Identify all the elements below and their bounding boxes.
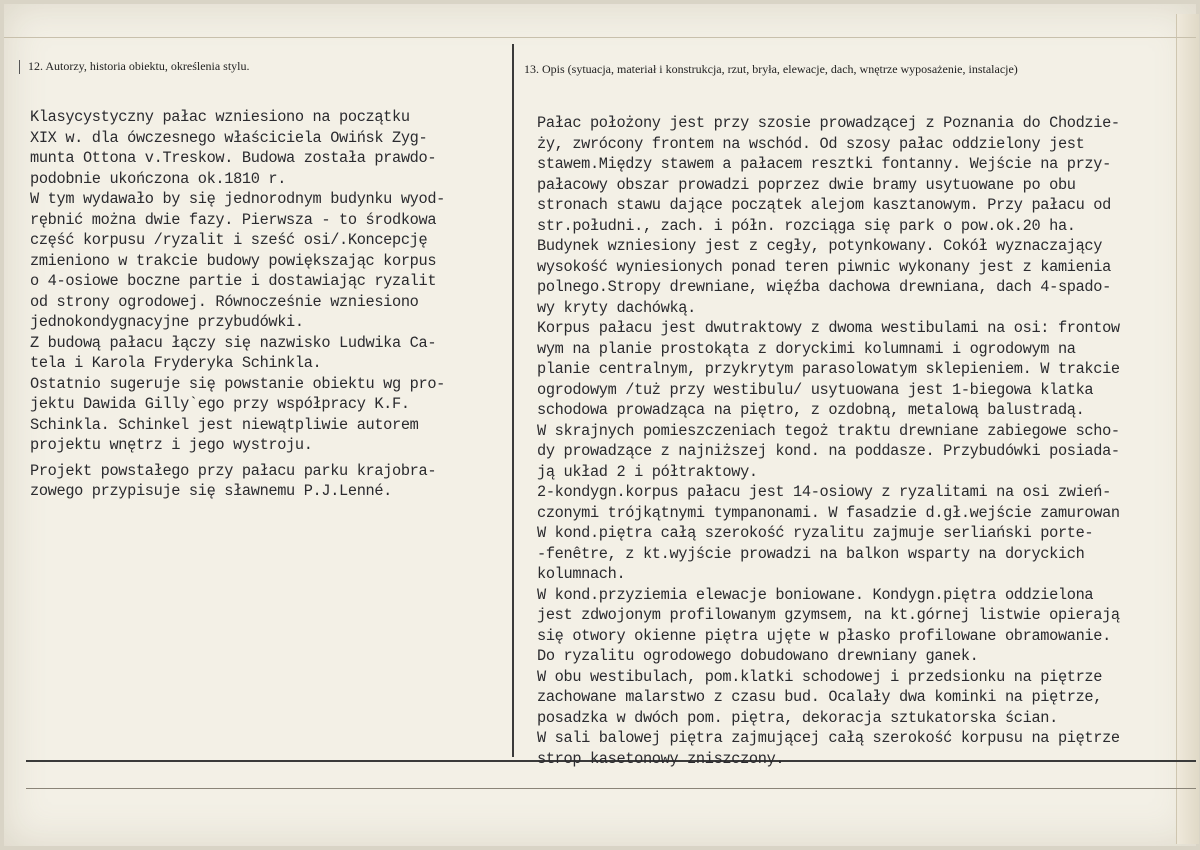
description-text — [537, 113, 1177, 769]
text-line: stawem.Między stawem a pałacem resztki fontanny. Wejście na przy- — [537, 155, 1111, 173]
text-line: jektu Dawida Gilly`ego przy współpracy K.F. — [30, 395, 410, 413]
text-line: wym na planie prostokąta z doryckimi kolumnami i ogrodowym na — [537, 339, 1076, 358]
text-line: zmieniono w trakcie budowy powiększając korpus — [30, 251, 437, 270]
text-line: ogrodowym /tuż przy westibulu/ usytuowana jest 1-biegowa klatka — [537, 380, 1094, 399]
text-line: Ostatnio sugeruje się powstanie obiektu wg pro- — [30, 374, 445, 393]
text-line: -fenêtre, z kt.wyjście prowadzi na balkon wsparty na doryckich — [537, 544, 1085, 563]
text-line: zowego przypisuje się sławnemu P.J.Lenné. — [30, 482, 393, 500]
text-line: jednokondygnacyjne przybudówki. — [30, 313, 304, 331]
history-paragraph — [30, 107, 510, 456]
text-line: W sali balowej piętra zajmującej całą szerokość korpusu na piętrze — [537, 729, 1120, 747]
authors-history-text — [30, 107, 510, 502]
text-line: strop kasetonowy zniszczony. — [537, 749, 785, 768]
text-line: Z budową pałacu łączy się nazwisko Ludwika Ca- — [30, 333, 437, 352]
column-divider — [512, 44, 514, 757]
text-line: jest zdwojonym profilowanym gzymsem, na kt.górnej listwie opierają — [537, 606, 1120, 624]
text-line: czonymi trójkątnymi tympanonami. W fasadzie d.gł.wejście zamurowan — [537, 503, 1120, 522]
text-line: kolumnach. — [537, 565, 626, 583]
margin-tick — [19, 60, 20, 74]
top-rule — [4, 37, 1196, 38]
text-line: projektu wnętrz i jego wystroju. — [30, 436, 313, 454]
text-line: Budynek wzniesiony jest z cegły, potynkowany. Cokół wyznaczający — [537, 237, 1103, 255]
text-line: schodowa prowadząca na piętro, z ozdobną, metalową balustradą. — [537, 401, 1085, 419]
text-line: posadzka w dwóch pom. piętra, dekoracja sztukatorska ścian. — [537, 708, 1058, 727]
text-line: tela i Karola Fryderyka Schinkla. — [30, 354, 322, 372]
text-line: o 4-osiowe boczne partie i dostawiając ryzalit — [30, 272, 437, 290]
text-line: od strony ogrodowej. Równocześnie wzniesiono — [30, 292, 419, 311]
section-13-header: 13. Opis (sytuacja, materiał i konstrukcja, rzut, bryła, elewacje, dach, wnętrze wyposażenie, instalacje) — [524, 62, 1018, 76]
text-line: część korpusu /ryzalit i sześć osi/.Koncepcję — [30, 231, 428, 249]
text-line: zachowane malarstwo z czasu bud. Ocalały dwa kominki na piętrze, — [537, 688, 1103, 706]
text-line: munta Ottona v.Treskow. Budowa została prawdo- — [30, 149, 437, 167]
text-line: pałacowy obszar prowadzi poprzez dwie bramy usytuowane po obu — [537, 175, 1076, 194]
text-line: str.południ., zach. i półn. rozciąga się park o pow.ok.20 ha. — [537, 216, 1076, 235]
text-line: W kond.piętra całą szerokość ryzalitu zajmuje serliański porte- — [537, 524, 1094, 542]
text-line: Schinkla. Schinkel jest niewątpliwie autorem — [30, 415, 419, 434]
text-line: 2-kondygn.korpus pałacu jest 14-osiowy z ryzalitami na osi zwień- — [537, 483, 1111, 501]
text-line: W tym wydawało by się jednorodnym budynku wyod- — [30, 190, 445, 208]
text-line: ją układ 2 i półtraktowy. — [537, 462, 758, 481]
section-12-header: 12. Autorzy, historia obiektu, określenia stylu. — [28, 59, 250, 73]
text-line: W kond.przyziemia elewacje boniowane. Kondygn.piętra oddzielona — [537, 585, 1094, 604]
text-line: podobnie ukończona ok.1810 r. — [30, 169, 287, 188]
text-line: rębnić można dwie fazy. Pierwsza - to środkowa — [30, 210, 437, 229]
text-line: wy kryty dachówką. — [537, 298, 696, 317]
text-line: Pałac położony jest przy szosie prowadzącej z Poznania do Chodzie- — [537, 114, 1120, 132]
text-line: W skrajnych pomieszczeniach tegoż traktu drewniane zabiegowe scho- — [537, 421, 1120, 440]
bottom-rule-secondary — [26, 788, 1196, 789]
text-line: Do ryzalitu ogrodowego dobudowano drewniany ganek. — [537, 647, 979, 665]
text-line: Projekt powstałego przy pałacu parku krajobra- — [30, 461, 437, 480]
text-line: Korpus pałacu jest dwutraktowy z dwoma westibulami na osi: frontow — [537, 319, 1120, 337]
park-paragraph — [30, 461, 510, 502]
document-card — [4, 4, 1196, 846]
text-line: planie centralnym, przykrytym parasolowatym sklepieniem. W trakcie — [537, 360, 1120, 378]
card-edge — [1176, 14, 1199, 844]
text-line: wysokość wyniesionych ponad teren piwnic wykonany jest z kamienia — [537, 257, 1111, 276]
text-line: Klasycystyczny pałac wzniesiono na początku — [30, 108, 410, 126]
text-line: ży, zwrócony frontem na wschód. Od szosy pałac oddzielony jest — [537, 134, 1085, 153]
text-line: XIX w. dla ówczesnego właściciela Owińsk Zyg- — [30, 128, 428, 147]
text-line: dy prowadzące z najniższej kond. na poddasze. Przybudówki posiada- — [537, 442, 1120, 460]
text-line: polnego.Stropy drewniane, więźba dachowa drewniana, dach 4-spado- — [537, 278, 1111, 296]
text-line: się otwory okienne piętra ujęte w płasko profilowane obramowanie. — [537, 626, 1111, 645]
text-line: stronach stawu dające początek alejom kasztanowym. Przy pałacu od — [537, 196, 1111, 214]
text-line: W obu westibulach, pom.klatki schodowej i przedsionku na piętrze — [537, 667, 1103, 686]
